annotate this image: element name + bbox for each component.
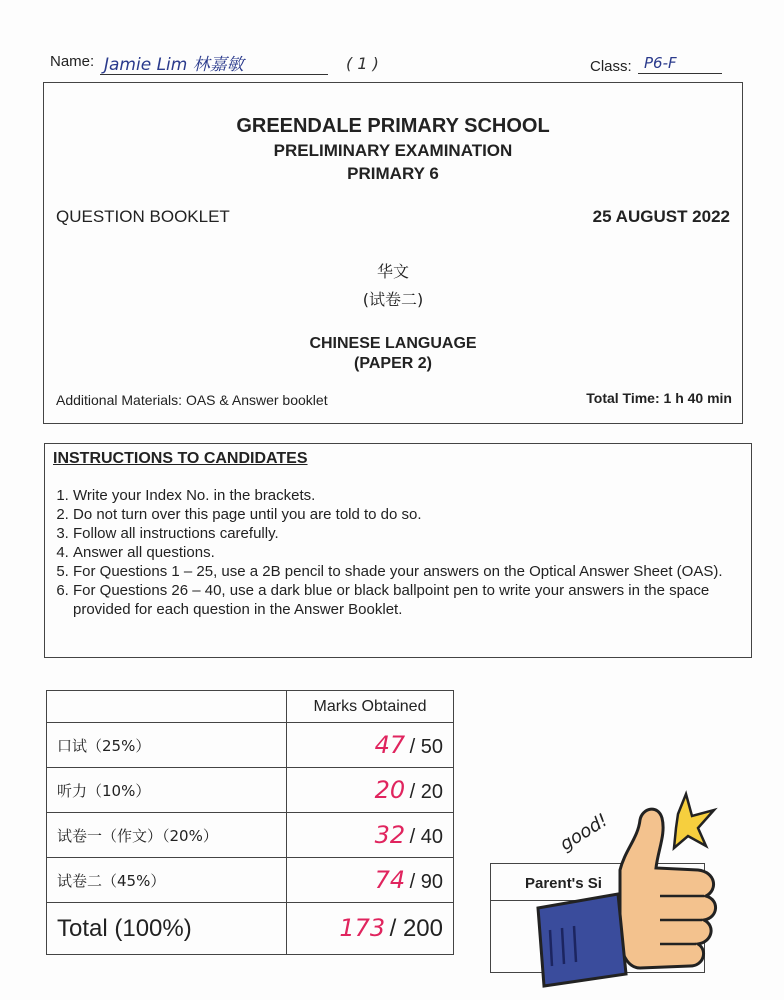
paper-en: (PAPER 2)	[354, 355, 432, 372]
booklet-label: QUESTION BOOKLET	[56, 207, 230, 226]
table-row	[47, 691, 454, 723]
class-underline	[638, 73, 722, 74]
additional-materials: Additional Materials: OAS & Answer booklet	[56, 392, 328, 408]
instructions-title: INSTRUCTIONS TO CANDIDATES	[53, 450, 308, 467]
total-max: / 200	[389, 915, 443, 942]
component-label: 试卷二（45%）	[47, 858, 287, 903]
score-cell	[287, 768, 454, 813]
name-value: Jamie Lim 林嘉敏	[104, 55, 244, 75]
score-value: 47	[374, 731, 406, 759]
thumbs-up-sticker	[530, 790, 740, 990]
score-total: / 20	[409, 781, 443, 803]
marks-table	[46, 690, 454, 955]
total-time: Total Time: 1 h 40 min	[586, 390, 732, 406]
school-name: GREENDALE PRIMARY SCHOOL	[236, 115, 550, 137]
class-value: P6-F	[644, 54, 677, 72]
score-total: / 50	[409, 736, 443, 758]
instruction-item: 2. Do not turn over this page until you are told to do so.	[73, 505, 763, 524]
total-label: Total (100%)	[47, 903, 287, 955]
component-label: 听力（10%）	[47, 768, 287, 813]
score-total: / 40	[409, 826, 443, 848]
paper-cn: (试卷二)	[362, 290, 424, 309]
index-value: ( 1 )	[346, 54, 379, 73]
table-row	[47, 813, 454, 858]
score-total: / 90	[409, 871, 443, 893]
subject-en: CHINESE LANGUAGE	[309, 335, 477, 352]
name-label: Name:	[50, 53, 95, 70]
marks-header: Marks Obtained	[287, 691, 454, 723]
score-value: 20	[374, 776, 406, 804]
table-row	[47, 903, 454, 955]
component-label: 口试（25%）	[47, 723, 287, 768]
table-row	[47, 723, 454, 768]
name-underline	[100, 74, 328, 75]
instructions-list	[55, 486, 763, 619]
level-title: PRIMARY 6	[347, 164, 439, 183]
score-value: 74	[374, 866, 406, 894]
score-cell	[287, 813, 454, 858]
sticker-text: good!	[556, 809, 612, 856]
parent-signature-label: Parent's Si	[525, 875, 602, 892]
table-row	[47, 768, 454, 813]
subject-cn: 华文	[376, 262, 409, 281]
instruction-item: 6. For Questions 26 – 40, use a dark blue or black ballpoint pen to write your answers in the space provided for each question in the Answer Booklet.	[73, 581, 763, 619]
table-cell-empty	[47, 691, 287, 723]
cover-box	[43, 82, 743, 424]
instruction-item: 3. Follow all instructions carefully.	[73, 524, 763, 543]
thumbs-up-icon	[530, 790, 740, 990]
score-cell	[287, 723, 454, 768]
class-label: Class:	[590, 58, 632, 75]
score-cell	[287, 858, 454, 903]
instruction-item: 1. Write your Index No. in the brackets.	[73, 486, 763, 505]
score-value: 32	[374, 821, 406, 849]
instruction-item: 4. Answer all questions.	[73, 543, 763, 562]
exam-date: 25 AUGUST 2022	[592, 207, 730, 226]
instruction-item: 5. For Questions 1 – 25, use a 2B pencil to shade your answers on the Optical Answer Sheet (OAS).	[73, 562, 763, 581]
exam-title: PRELIMINARY EXAMINATION	[273, 141, 513, 160]
component-label: 试卷一（作文）（20%）	[47, 813, 287, 858]
total-score: 173	[339, 914, 386, 942]
table-row	[47, 858, 454, 903]
instructions-box	[44, 443, 752, 658]
score-cell	[287, 903, 454, 955]
